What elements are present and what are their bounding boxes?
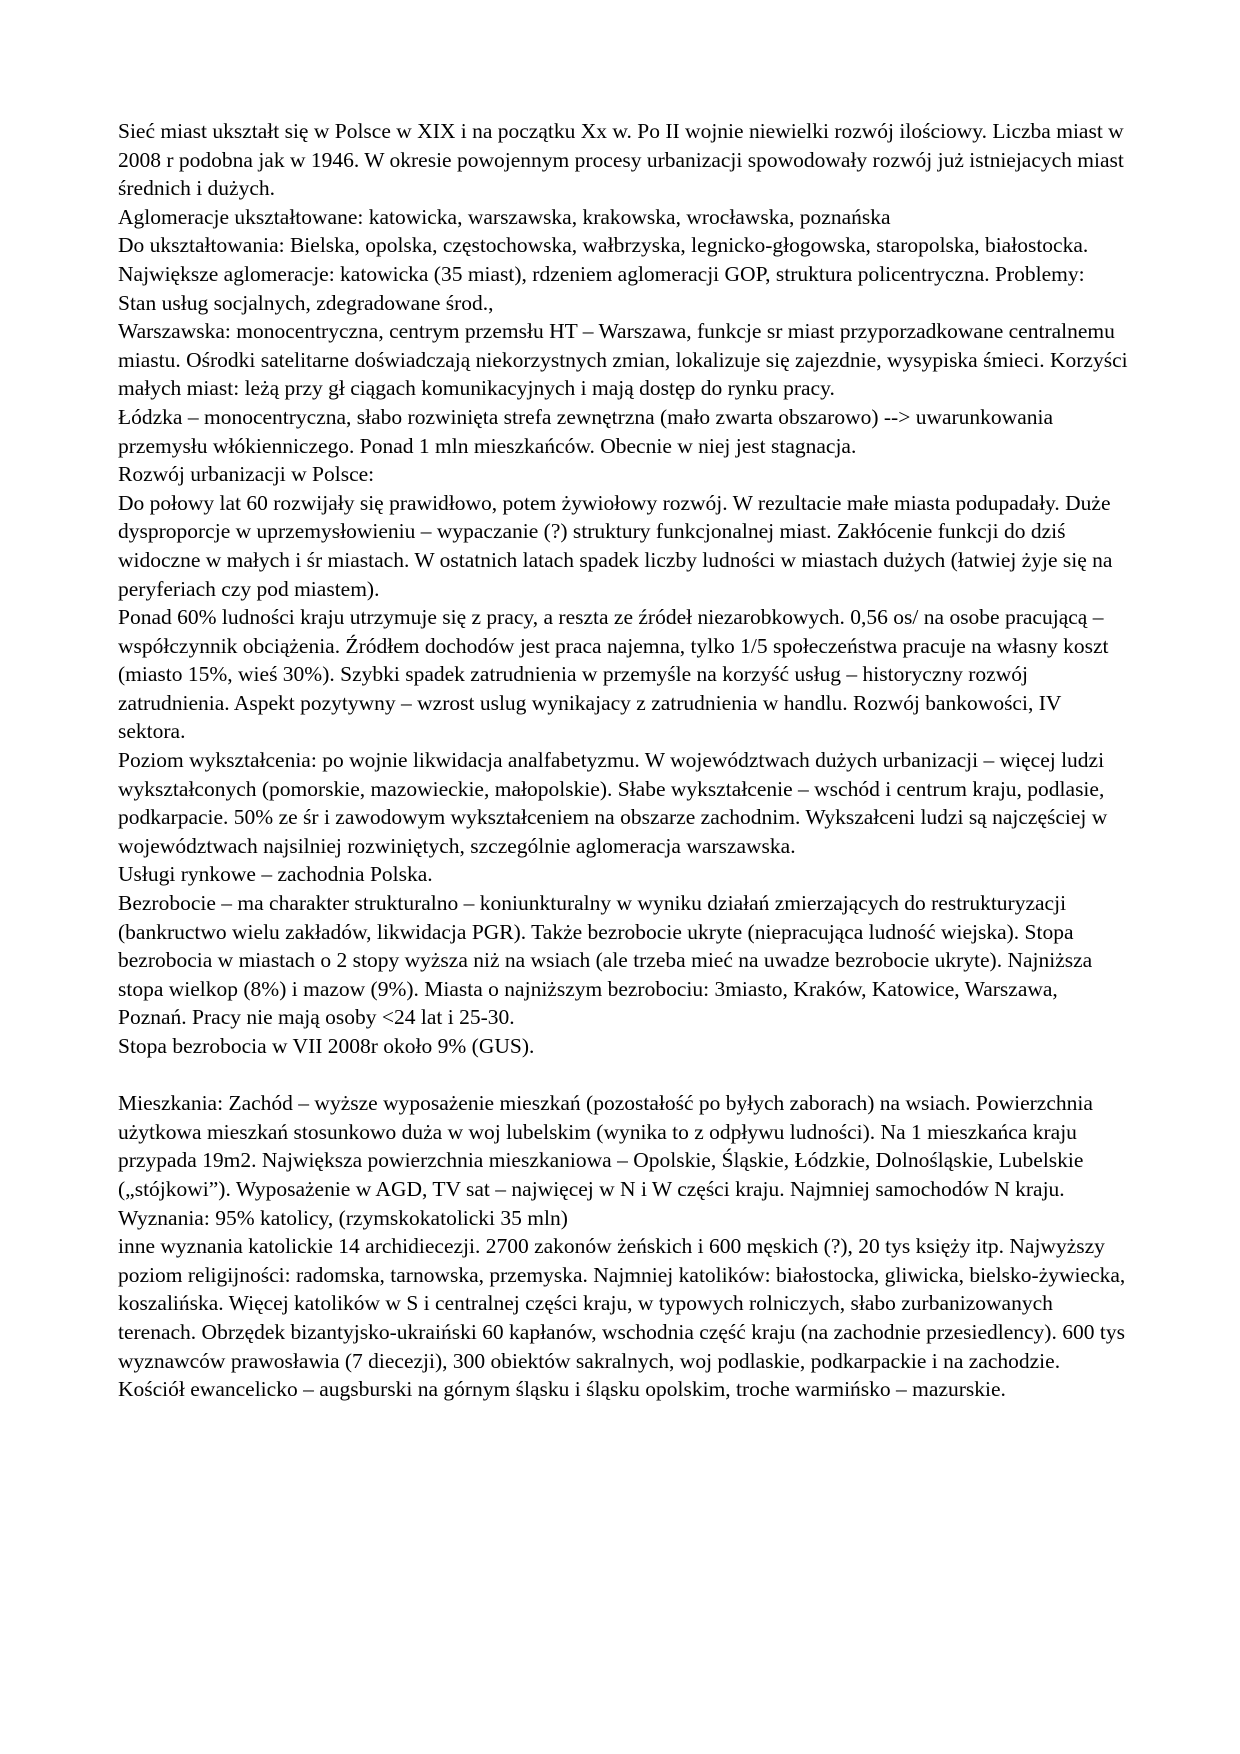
- paragraph-largest-agglomerations: Największe aglomeracje: katowicka (35 miast), rdzeniem aglomeracji GOP, struktura policentryczna. Problemy: Stan usług socjalnych, zdegradowane środ.,: [118, 261, 1085, 315]
- paragraph-religions: Wyznania: 95% katolicy, (rzymskokatolicki 35 mln): [118, 1205, 568, 1230]
- paragraph-urbanization-heading: Rozwój urbanizacji w Polsce:: [118, 462, 375, 487]
- blank-line: [118, 1061, 1128, 1090]
- paragraph-formed-agglomerations: Aglomeracje ukształtowane: katowicka, warszawska, krakowska, wrocławska, poznańska: [118, 204, 891, 229]
- paragraph-warsaw: Warszawska: monocentryczna, centrym przemsłu HT – Warszawa, funkcje sr miast przyporzadkowane centralnemu miastu. Ośrodki satelitarne doświadczają niekorzystnych zmian, lokalizuje się zajezdnie, wysypiska śmieci. Korzyści małych miast: leżą przy gł ciągach komunikacyjnych i mają dostęp do rynku pracy.: [118, 319, 1128, 401]
- paragraph-employment: Ponad 60% ludności kraju utrzymuje się z pracy, a reszta ze źródeł niezarobkowych. 0,56 os/ na osobe pracującą – współczynnik obciążenia. Źródłem dochodów jest praca najemna, tylko 1/5 społeczeństwa pracuje na własny koszt (miasto 15%, wieś 30%). Szybki spadek zatrudnienia w przemyśle na korzyść usług – historyczny rozwój zatrudnienia. Aspekt pozytywny – wzrost uslug wynikajacy z zatrudnienia w handlu. Rozwój bankowości, IV sektora.: [118, 605, 1109, 744]
- paragraph-unemployment-rate: Stopa bezrobocia w VII 2008r około 9% (GUS).: [118, 1034, 535, 1058]
- paragraph-other-religions: inne wyznania katolickie 14 archidiecezji. 2700 zakonów żeńskich i 600 męskich (?), 20 tys księży itp. Najwyższy poziom religijności: radomska, tarnowska, przemyska. Najmniej katolików: białostocka, gliwicka, bielsko-żywiecka, koszalińska. Więcej katolików w S i centralnej części kraju, w typowych rolniczych, słabo zurbanizowanych terenach. Obrzędek bizantyjsko-ukraiński 60 kapłanów, wschodnia część kraju (na zachodnie przesiedlency). 600 tys wyznawców prawosławia (7 diecezji), 300 obiektów sakralnych, woj podlaskie, podkarpackie i na zachodzie. Kościół ewancelicko – augsburski na górnym śląsku i śląsku opolskim, troche warmińsko – mazurskie.: [118, 1234, 1126, 1402]
- paragraph-unemployment: Bezrobocie – ma charakter strukturalno – koniunkturalny w wyniku działań zmierzających do restrukturyzacji (bankructwo wielu zakładów, likwidacja PGR). Także bezrobocie ukryte (niepracująca ludność wiejska). Stopa bezrobocia w miastach o 2 stopy wyższa niż na wsiach (ale trzeba mieć na uwadze bezrobocie ukryte). Najniższa stopa wielkop (8%) i mazow (9%). Miasta o najniższym bezrobociu: 3miasto, Kraków, Katowice, Warszawa, Poznań. Pracy nie mają osoby <24 lat i 25-30.: [118, 891, 1093, 1030]
- document-body: [118, 117, 1128, 1404]
- paragraph-market-services: Usługi rynkowe – zachodnia Polska.: [118, 862, 433, 887]
- paragraph-housing: Mieszkania: Zachód – wyższe wyposażenie mieszkań (pozostałość po byłych zaborach) na wsiach. Powierzchnia użytkowa mieszkań stosunkowo duża w woj lubelskim (wynika to z odpływu ludności). Na 1 mieszkańca kraju przypada 19m2. Największa powierzchnia mieszkaniowa – Opolskie, Śląskie, Łódzkie, Dolnośląskie, Lubelskie („stójkowi”). Wyposażenie w AGD, TV sat – najwięcej w N i W części kraju. Najmniej samochodów N kraju.: [118, 1091, 1093, 1201]
- paragraph-education: Poziom wykształcenia: po wojnie likwidacja analfabetyzmu. W województwach dużych urbanizacji – więcej ludzi wykształconych (pomorskie, mazowieckie, małopolskie). Słabe wykształcenie – wschód i centrum kraju, podlasie, podkarpacie. 50% ze śr i zawodowym wykształceniem na obszarze zachodnim. Wykszałceni ludzi są najczęściej w województwach najsilniej rozwiniętych, szczególnie aglomeracja warszawska.: [118, 748, 1108, 858]
- paragraph-to-be-formed: Do ukształtowania: Bielska, opolska, częstochowska, wałbrzyska, legnicko-głogowska, staropolska, białostocka.: [118, 233, 1089, 258]
- paragraph-city-network: Sieć miast ukształt się w Polsce w XIX i na początku Xx w. Po II wojnie niewielki rozwój ilościowy. Liczba miast w 2008 r podobna jak w 1946. W okresie powojennym procesy urbanizacji spowodowały rozwój już istniejacych miast średnich i dużych.: [118, 119, 1124, 201]
- paragraph-lodz: Łódzka – monocentryczna, słabo rozwinięta strefa zewnętrzna (mało zwarta obszarowo) --> uwarunkowania przemysłu włókienniczego. Ponad 1 mln mieszkańców. Obecnie w niej jest stagnacja.: [118, 404, 1054, 458]
- paragraph-urbanization: Do połowy lat 60 rozwijały się prawidłowo, potem żywiołowy rozwój. W rezultacie małe miasta podupadały. Duże dysproporcje w uprzemysłowieniu – wypaczanie (?) struktury funkcjonalnej miast. Zakłócenie funkcji do dziś widoczne w małych i śr miastach. W ostatnich latach spadek liczby ludności w miastach dużych (łatwiej żyje się na peryferiach czy pod miastem).: [118, 490, 1113, 601]
